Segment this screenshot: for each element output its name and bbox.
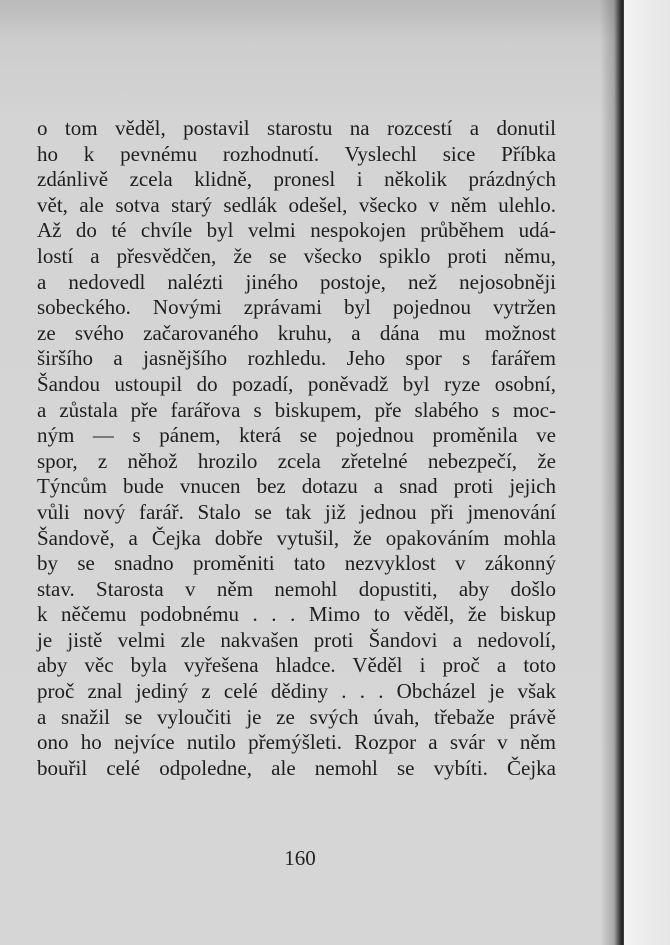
text-line: by se snadno proměniti tato nezvyklost v zákonný bbox=[37, 551, 556, 576]
text-line: sobeckého. Novými zprávami byl pojednou vytržen bbox=[37, 295, 556, 320]
adjacent-page-strip bbox=[624, 0, 670, 945]
text-line: ho k pevnému rozhodnutí. Vyslechl sice Příbka bbox=[37, 141, 556, 166]
text-line: Týncům bude vnucen bez dotazu a snad proti jejich bbox=[37, 474, 556, 499]
text-line: a nedovedl nalézti jiného postoje, než nejosobněji bbox=[37, 269, 556, 294]
page-number: 160 bbox=[284, 846, 316, 870]
text-line: k něčemu podobnému . . . Mimo to věděl, že biskup bbox=[37, 602, 556, 627]
text-line: Až do té chvíle byl velmi nespokojen průběhem udá- bbox=[37, 218, 556, 243]
text-line: ono ho nejvíce nutilo přemýšleti. Rozpor a svár v něm bbox=[37, 730, 556, 755]
text-line: a snažil se vyloučiti je ze svých úvah, třebaže právě bbox=[37, 704, 556, 729]
text-line: vůli nový farář. Stalo se tak již jednou při jmenování bbox=[37, 499, 556, 524]
text-line: širšího a jasnějšího rozhledu. Jeho spor s farářem bbox=[37, 346, 556, 371]
text-line: aby věc byla vyřešena hladce. Věděl i proč a toto bbox=[37, 653, 556, 678]
text-line: stav. Starosta v něm nemohl dopustiti, aby došlo bbox=[37, 576, 556, 601]
text-line: spor, z něhož hrozilo zcela zřetelné nebezpečí, že bbox=[37, 448, 556, 473]
text-line: proč znal jediný z celé dědiny . . . Obcházel je však bbox=[37, 679, 556, 704]
text-line: ze svého začarovaného kruhu, a dána mu možnost bbox=[37, 320, 556, 345]
text-line: Šandou ustoupil do pozadí, poněvadž byl ryze osobní, bbox=[37, 371, 556, 396]
text-line: vět, ale sotva starý sedlák odešel, všecko v něm ulehlo. bbox=[37, 192, 556, 217]
body-text bbox=[37, 116, 556, 781]
page-edge-shadow bbox=[600, 0, 624, 945]
text-line: ným — s pánem, která se pojednou proměnila ve bbox=[37, 423, 556, 448]
text-line: o tom věděl, postavil starostu na rozcestí a donutil bbox=[37, 116, 556, 140]
text-line: lostí a přesvědčen, že se všecko spiklo proti němu, bbox=[37, 243, 556, 268]
text-line: bouřil celé odpoledne, ale nemohl se vybíti. Čejka bbox=[37, 755, 556, 780]
text-line: Šandově, a Čejka dobře vytušil, že opakováním mohla bbox=[37, 525, 556, 550]
text-line: je jistě velmi zle nakvašen proti Šandovi a nedovolí, bbox=[37, 627, 556, 652]
text-line: a zůstala pře farářova s biskupem, pře slabého s moc- bbox=[37, 397, 556, 422]
text-line: zdánlivě zcela klidně, pronesl i několik prázdných bbox=[37, 167, 556, 192]
